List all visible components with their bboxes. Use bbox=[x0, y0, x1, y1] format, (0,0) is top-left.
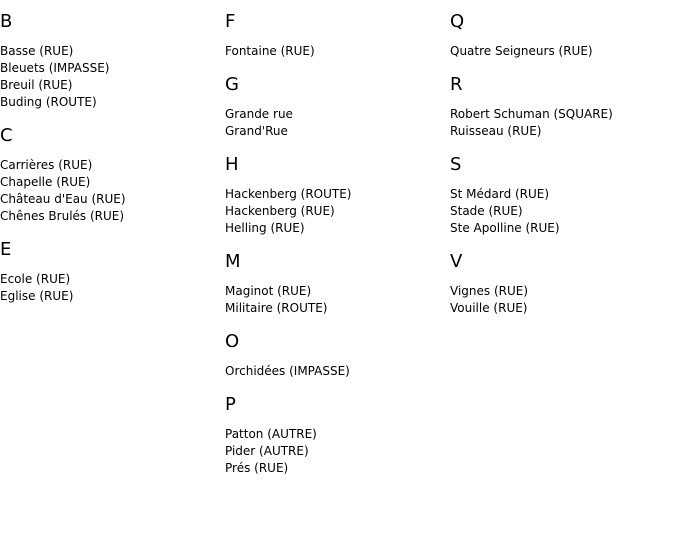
street-link[interactable]: Fontaine (RUE) bbox=[225, 44, 315, 58]
street-link[interactable]: Vouille (RUE) bbox=[450, 301, 528, 315]
street-list bbox=[225, 363, 450, 380]
street-link[interactable]: Basse (RUE) bbox=[0, 44, 74, 58]
street-link[interactable]: Eglise (RUE) bbox=[0, 289, 74, 303]
letter-heading: V bbox=[450, 251, 463, 272]
letter-heading: E bbox=[0, 239, 12, 260]
letter-heading: B bbox=[0, 11, 13, 32]
street-list bbox=[0, 271, 225, 305]
street-list bbox=[450, 283, 675, 317]
index-column bbox=[450, 9, 675, 329]
street-link[interactable]: Maginot (RUE) bbox=[225, 284, 312, 298]
street-link[interactable]: Pider (AUTRE) bbox=[225, 444, 309, 458]
street-link[interactable]: Patton (AUTRE) bbox=[225, 427, 317, 441]
street-link[interactable]: Helling (RUE) bbox=[225, 221, 305, 235]
street-list bbox=[0, 157, 225, 225]
street-link[interactable]: Prés (RUE) bbox=[225, 461, 289, 475]
street-link[interactable]: Quatre Seigneurs (RUE) bbox=[450, 44, 593, 58]
street-link[interactable]: Hackenberg (RUE) bbox=[225, 204, 335, 218]
letter-heading: H bbox=[225, 154, 239, 175]
street-link[interactable]: Grand'Rue bbox=[225, 124, 288, 138]
letter-group bbox=[225, 72, 450, 140]
letter-heading: M bbox=[225, 251, 241, 272]
street-link[interactable]: Chapelle (RUE) bbox=[0, 175, 91, 189]
street-list bbox=[0, 43, 225, 111]
letter-heading: C bbox=[0, 125, 13, 146]
street-link[interactable]: Vignes (RUE) bbox=[450, 284, 529, 298]
street-link[interactable]: Chênes Brulés (RUE) bbox=[0, 209, 125, 223]
street-link[interactable]: Ruisseau (RUE) bbox=[450, 124, 542, 138]
letter-group bbox=[0, 237, 225, 305]
street-link[interactable]: Château d'Eau (RUE) bbox=[0, 192, 126, 206]
index-column bbox=[0, 9, 225, 317]
street-link[interactable]: Grande rue bbox=[225, 107, 293, 121]
letter-group bbox=[450, 9, 675, 60]
index-column bbox=[225, 9, 450, 489]
letter-group bbox=[450, 72, 675, 140]
street-link[interactable]: Robert Schuman (SQUARE) bbox=[450, 107, 613, 121]
street-link[interactable]: Carrières (RUE) bbox=[0, 158, 93, 172]
letter-group bbox=[225, 152, 450, 237]
street-list bbox=[450, 43, 675, 60]
letter-group bbox=[225, 329, 450, 380]
street-link[interactable]: Breuil (RUE) bbox=[0, 78, 73, 92]
street-link[interactable]: St Médard (RUE) bbox=[450, 187, 550, 201]
letter-heading: P bbox=[225, 394, 236, 415]
street-list bbox=[225, 426, 450, 477]
letter-group bbox=[225, 392, 450, 477]
street-link[interactable]: Ste Apolline (RUE) bbox=[450, 221, 560, 235]
letter-group bbox=[0, 123, 225, 225]
street-list bbox=[225, 43, 450, 60]
letter-heading: S bbox=[450, 154, 462, 175]
street-list bbox=[225, 106, 450, 140]
street-link[interactable]: Stade (RUE) bbox=[450, 204, 523, 218]
letter-heading: O bbox=[225, 331, 240, 352]
street-list bbox=[225, 283, 450, 317]
letter-group bbox=[225, 249, 450, 317]
street-list bbox=[450, 106, 675, 140]
letter-heading: R bbox=[450, 74, 463, 95]
street-link[interactable]: Ecole (RUE) bbox=[0, 272, 71, 286]
street-link[interactable]: Orchidées (IMPASSE) bbox=[225, 364, 350, 378]
letter-heading: Q bbox=[450, 11, 465, 32]
street-link[interactable]: Militaire (ROUTE) bbox=[225, 301, 328, 315]
street-link[interactable]: Hackenberg (ROUTE) bbox=[225, 187, 352, 201]
letter-group bbox=[0, 9, 225, 111]
street-link[interactable]: Buding (ROUTE) bbox=[0, 95, 97, 109]
letter-heading: F bbox=[225, 11, 236, 32]
street-list bbox=[225, 186, 450, 237]
letter-group bbox=[225, 9, 450, 60]
letter-group bbox=[450, 152, 675, 237]
letter-heading: G bbox=[225, 74, 239, 95]
letter-group bbox=[450, 249, 675, 317]
street-link[interactable]: Bleuets (IMPASSE) bbox=[0, 61, 110, 75]
street-list bbox=[450, 186, 675, 237]
